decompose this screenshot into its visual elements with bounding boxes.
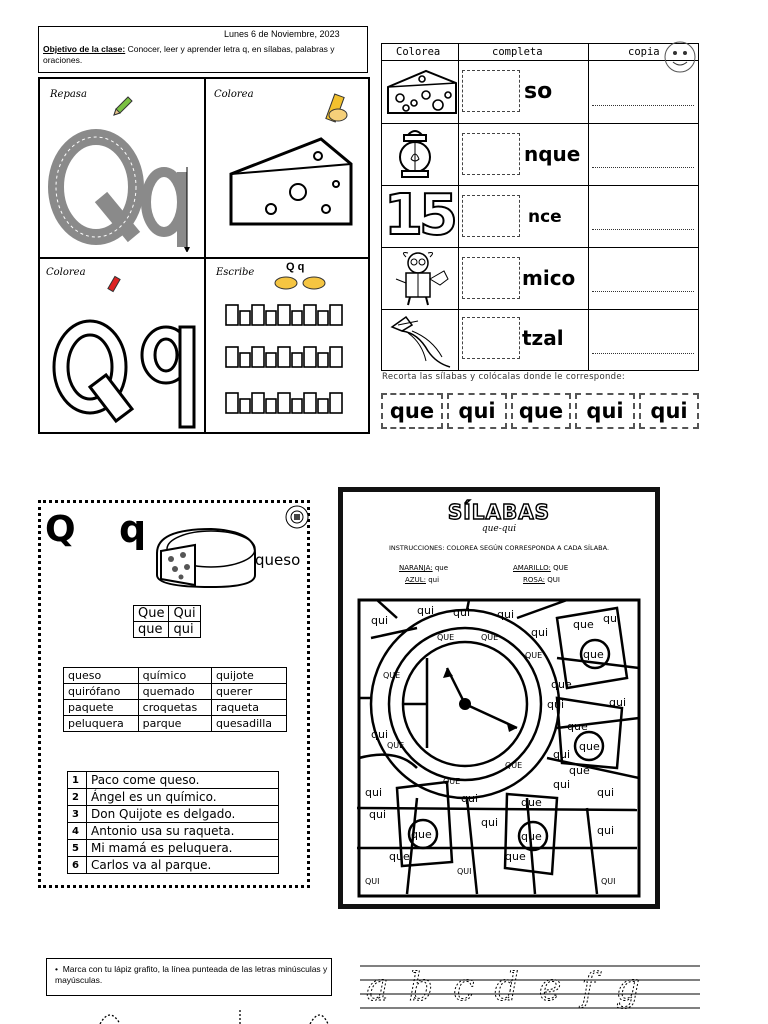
word-cell: querer [211, 684, 286, 700]
sentence-row [68, 806, 279, 823]
row-5 [382, 309, 698, 371]
word-table [63, 667, 287, 732]
clock-label: que [567, 720, 588, 733]
sentence-text: Don Quijote es delgado. [87, 806, 279, 823]
sentence-table [67, 771, 279, 874]
col-completa: completa [492, 46, 543, 58]
clock-label: qui [453, 606, 471, 619]
silabas-sheet [338, 487, 660, 909]
blank-box-1[interactable] [462, 70, 520, 112]
key-color-word: AMARILLO: [513, 564, 551, 572]
cutout-instruction: Recorta las sílabas y colócalas donde le corresponde: [382, 372, 626, 382]
card-word: queso [255, 551, 301, 569]
silabas-subtitle: que-qui [481, 524, 517, 534]
clock-label: QUI [457, 867, 472, 876]
word-cell: quesadilla [211, 716, 286, 732]
syl-Qui: Qui [169, 606, 200, 622]
word-cell: croquetas [138, 700, 211, 716]
sentence-text: Mi mamá es peluquera. [87, 840, 279, 857]
card-upper-q: Q [45, 509, 76, 550]
cursive-letters: a b c d e f g [366, 965, 644, 1009]
label-repasa: Repasa [50, 89, 87, 100]
key-color-word: ROSA: [523, 576, 545, 584]
key-rosa [523, 576, 560, 584]
word-row [64, 668, 287, 684]
word-row [64, 684, 287, 700]
col-colorea: Colorea [396, 46, 441, 58]
silabas-title: SÍLABAS [447, 500, 551, 524]
suffix-3: nce [528, 207, 562, 227]
clock-label: qui [481, 816, 499, 829]
sentence-number: 5 [68, 840, 87, 857]
lantern-icon [392, 127, 438, 181]
sentence-row [68, 857, 279, 874]
clock-label: que [583, 648, 604, 661]
row-1 [382, 61, 698, 124]
sentence-number: 1 [68, 772, 87, 789]
crayon-red-icon [106, 275, 124, 295]
complete-sheet [381, 41, 699, 371]
clock-label: QUI [365, 877, 380, 886]
syllable-card-5[interactable]: qui [639, 393, 699, 429]
syl-que: que [134, 622, 169, 638]
row-3 [382, 185, 698, 248]
blank-box-3[interactable] [462, 195, 520, 237]
quetzal-icon [388, 313, 454, 369]
key-color-word: NARANJA: [399, 564, 433, 572]
sentence-text: Paco come queso. [87, 772, 279, 789]
suffix-2: nque [524, 142, 581, 166]
sentence-number: 6 [68, 857, 87, 874]
word-cell: peluquera [64, 716, 139, 732]
card-lower-q: q [119, 507, 147, 551]
sentence-number: 3 [68, 806, 87, 823]
cheese-wheel-icon [151, 523, 261, 591]
bottom-instruction-text: Marca con tu lápiz grafito, la línea punteada de las letras minúsculas y mayúsculas. [55, 964, 328, 985]
clock-label: qui [461, 792, 479, 805]
word-cell: quirófano [64, 684, 139, 700]
key-syllable: que [434, 564, 449, 572]
syllable-card-3[interactable]: que [511, 393, 571, 429]
clock-label: que [521, 796, 542, 809]
clock-label: qui [609, 696, 627, 709]
key-syllable: qui [428, 576, 440, 584]
school-seal-icon [285, 505, 309, 529]
word-cell: quijote [211, 668, 286, 684]
objective-body: Conocer, leer y aprender letra q, en sílabas, palabras y oraciones. [43, 44, 335, 65]
word-row [64, 700, 287, 716]
sentence-text: Carlos va al parque. [87, 857, 279, 874]
label-colorea-letters: Colorea [46, 267, 86, 278]
cheese-drawing [226, 134, 356, 234]
clock-label: que [551, 678, 572, 691]
key-naranja [399, 564, 448, 572]
clock-label: QUE [525, 651, 543, 660]
clock-label: qui [553, 748, 571, 761]
clock-label: que [569, 764, 590, 777]
clock-label: QUE [481, 633, 499, 642]
copy-line-1[interactable] [592, 105, 694, 106]
dotted-trace-letters [70, 1004, 340, 1024]
sentence-text: Antonio usa su raqueta. [87, 823, 279, 840]
clock-label: QUE [387, 741, 405, 750]
sentence-number: 4 [68, 823, 87, 840]
sentence-row [68, 772, 279, 789]
key-color-word: AZUL: [405, 576, 426, 584]
clock-label: qui [365, 786, 383, 799]
clock-label: que [573, 618, 594, 631]
bottom-instruction [55, 964, 329, 986]
blank-box-5[interactable] [462, 317, 520, 359]
fifteen-number: 15 [384, 183, 454, 248]
sentence-row [68, 789, 279, 806]
syllable-card-2[interactable]: qui [447, 393, 507, 429]
blank-box-4[interactable] [462, 257, 520, 299]
syllable-table [133, 605, 201, 638]
sentence-text: Ángel es un químico. [87, 789, 279, 806]
suffix-1: so [524, 79, 553, 104]
word-cell: quemado [138, 684, 211, 700]
key-amarillo [513, 564, 568, 572]
blank-box-2[interactable] [462, 133, 520, 175]
clock-label: QUI [601, 877, 616, 886]
clock-label: que [411, 828, 432, 841]
clock-label: qui [371, 614, 389, 627]
objective-box [38, 26, 368, 73]
word-cell: químico [138, 668, 211, 684]
copy-line-2[interactable] [592, 167, 694, 168]
sentence-row [68, 840, 279, 857]
key-azul [405, 576, 439, 584]
outline-qq-figure [46, 309, 198, 431]
word-row [64, 716, 287, 732]
sentence-number: 2 [68, 789, 87, 806]
copy-line-3[interactable] [592, 229, 694, 230]
syl-qui: qui [169, 622, 200, 638]
row-4 [382, 247, 698, 310]
bullet: • [55, 964, 63, 974]
cursive-alphabet-strip [360, 960, 700, 1020]
clock-label: que [521, 830, 542, 843]
clock-label: qui [371, 728, 389, 741]
objective-label: Objetivo de la clase: [43, 44, 126, 54]
clock-label: qui [597, 824, 615, 837]
clock-label: QUE [505, 761, 523, 770]
trace-qq-figure [46, 127, 198, 252]
letter-q-quad [38, 77, 370, 434]
word-cell: parque [138, 716, 211, 732]
clock-label: qui [547, 698, 565, 711]
syllable-card-4[interactable]: qui [575, 393, 635, 429]
clock-label: que [505, 850, 526, 863]
bottom-instruction-box [46, 958, 332, 996]
sheet-header [381, 43, 699, 61]
pencil-icon [110, 95, 134, 119]
q-card [38, 500, 310, 888]
objective-text [43, 44, 365, 66]
escribe-letters: Q q [286, 261, 305, 273]
clock-label: qui [603, 612, 621, 625]
cheese-icon [386, 69, 458, 115]
syl-Que: Que [134, 606, 169, 622]
suffix-5: tzal [522, 326, 564, 350]
clock-label: que [389, 850, 410, 863]
suffix-4: mico [522, 266, 576, 290]
complete-rows [381, 61, 699, 371]
crayon-icon [322, 91, 350, 127]
row-2 [382, 123, 698, 186]
clock-label: qui [553, 778, 571, 791]
clock-label: qui [531, 626, 549, 639]
clock-label: QUE [443, 777, 461, 786]
sentence-row [68, 823, 279, 840]
clock-label: qui [497, 608, 515, 621]
clock-label: QUE [437, 633, 455, 642]
chemist-icon [388, 249, 454, 307]
clock-label: qui [369, 808, 387, 821]
label-colorea-cheese: Colorea [214, 89, 254, 100]
clock-label: que [579, 740, 600, 753]
writing-boxes [222, 301, 362, 425]
copy-line-5[interactable] [592, 353, 694, 354]
clock-coloring-picture [357, 598, 641, 898]
key-syllable: QUI [547, 576, 560, 584]
clock-label: qui [597, 786, 615, 799]
syllable-card-1[interactable]: que [381, 393, 443, 429]
label-escribe: Escribe [216, 267, 255, 278]
key-syllable: QUE [553, 564, 569, 572]
copy-line-4[interactable] [592, 291, 694, 292]
word-cell: paquete [64, 700, 139, 716]
clock-label: qui [417, 604, 435, 617]
hands-icon [268, 275, 332, 291]
word-cell: raqueta [211, 700, 286, 716]
silabas-instructions: INSTRUCCIONES: COLOREA SEGÚN CORRESPONDA A CADA SÍLABA. [388, 544, 610, 552]
col-copia: copia [628, 46, 660, 58]
clock-label: QUE [383, 671, 401, 680]
word-cell: queso [64, 668, 139, 684]
date-text: Lunes 6 de Noviembre, 2023 [224, 29, 340, 39]
